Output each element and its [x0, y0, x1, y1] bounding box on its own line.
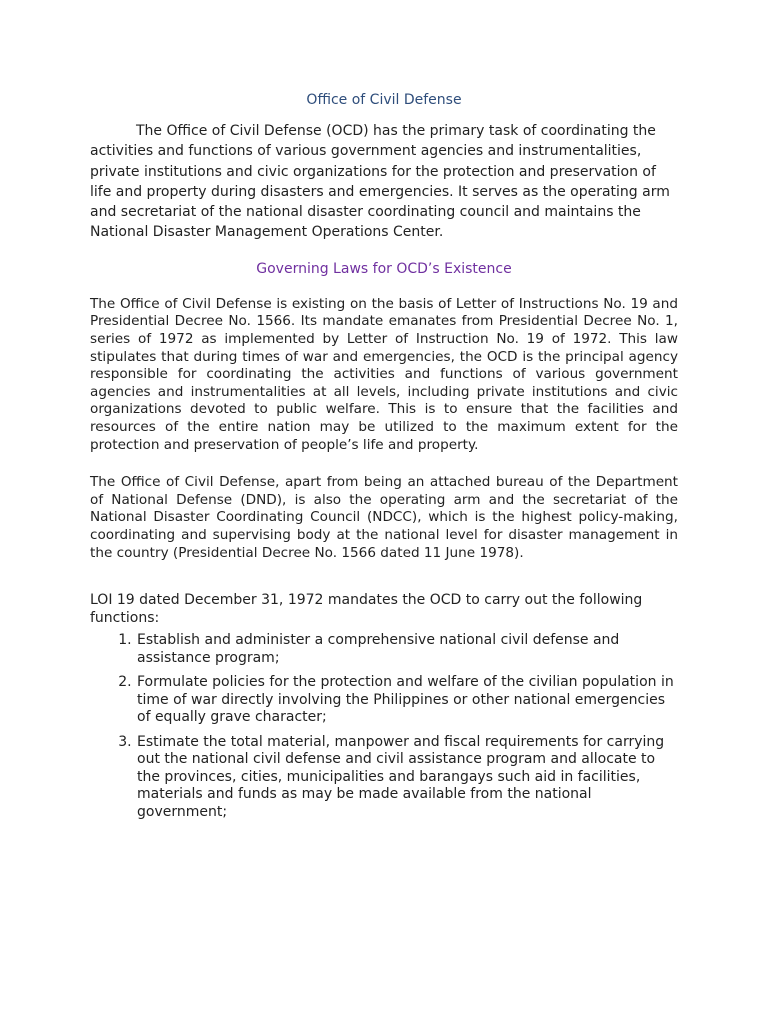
section-heading: Governing Laws for OCD’s Existence: [256, 260, 512, 277]
intro-paragraph: The Office of Civil Defense (OCD) has the primary task of coordinating the activities and functions of various government agencies and instrumentalities, private institutions and civic organizations for the protection and preservation of life and property during disasters and emergencies. It serves as the operating arm and secretariat of the national disaster coordinating council and maintains the National Disaster Management Operations Center.: [90, 123, 670, 241]
document-content: [90, 90, 678, 828]
governing-laws-paragraph: The Office of Civil Defense is existing on the basis of Letter of Instructions No. 19 and Presidential Decree No. 1566. Its mandate emanates from Presidential Decree No. 1, series of 1972 as implemented by Letter of Instruction No. 19 of 1972. This law stipulates that during times of war and emergencies, the OCD is the principal agency responsible for coordinating the activities and functions of various government agencies and instrumentalities at all levels, including private institutions and civic organizations devoted to public welfare. This is to ensure that the facilities and resources of the entire nation may be utilized to the maximum extent for the protection and preservation of people’s life and property.: [90, 295, 678, 453]
list-item: 3. Estimate the total material, manpower and fiscal requirements for carrying out the national civil defense and civil assistance program and allocate to the provinces, cities, municipalities and barangays such aid in facilities, materials and funds as may be made available from the national government;: [136, 734, 678, 822]
functions-intro-paragraph: LOI 19 dated December 31, 1972 mandates the OCD to carry out the following functions:: [90, 592, 643, 626]
page-title: Office of Civil Defense: [306, 92, 462, 108]
functions-list: [90, 632, 678, 821]
list-item: 1. Establish and administer a comprehensive national civil defense and assistance program;: [136, 632, 678, 667]
list-item: 2. Formulate policies for the protection and welfare of the civilian population in time of war directly involving the Philippines or other national emergencies of equally grave character;: [136, 674, 678, 727]
ndcc-paragraph: The Office of Civil Defense, apart from being an attached bureau of the Department of National Defense (DND), is also the operating arm and the secretariat of the National Disaster Coordinating Council (NDCC), which is the highest policy-making, coordinating and supervising body at the national level for disaster management in the country (Presidential Decree No. 1566 dated 11 June 1978).: [90, 474, 678, 561]
